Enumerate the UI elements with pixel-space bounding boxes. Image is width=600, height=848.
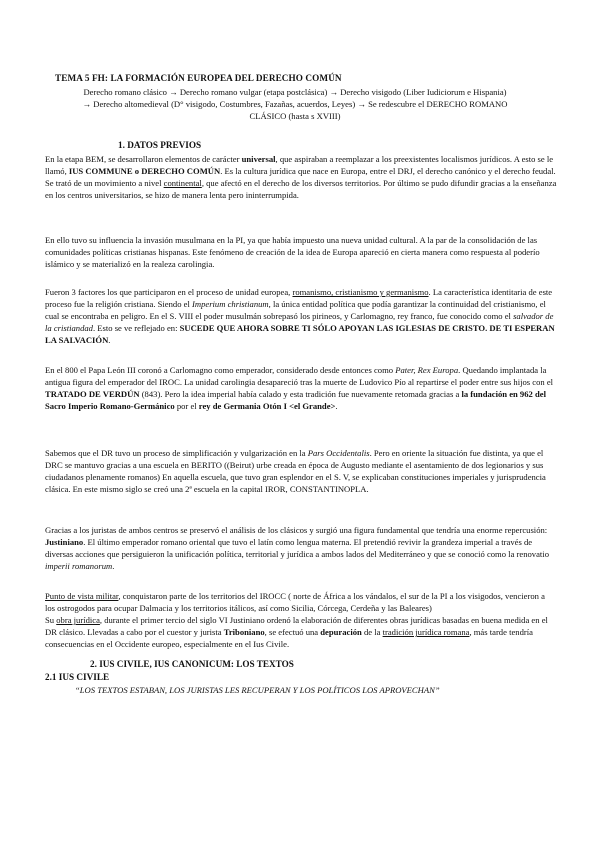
subtitle-line-3: CLÁSICO (hasta s XVIII) [249,111,341,122]
paragraph-1: En la etapa BEM, se desarrollaron elementos de carácter universal, que aspiraban a reemplazar a los preexistentes localismos jurídicos. A esto se le llamó, IUS COMMUNE o DERECHO COMÚN. Es la cultura jurídica que nace en Europa, entre el DRJ, el derecho canónico y el derecho feudal. Se trató de un movimiento a nivel continental, que afectó en el derecho de los diversos territorios. Por último se pudo difundir gracias a la enseñanza en los centros universitarios, se hizo de manera lenta pero ininterrumpida. [45,154,557,201]
subsection-heading-2-1: 2.1 IUS CIVILE [45,672,110,682]
paragraph-2: En ello tuvo su influencia la invasión musulmana en la PI, ya que había impuesto una nueva unidad cultural. A la par de la consolidación de las comunidades políticas cristianas hispanas. Este fenómeno de creación de la idea de Europa apareció en cierta manera como respuesta al poderío islámico y se materializó en la realeza carolingia. [45,235,540,270]
paragraph-3: Fueron 3 factores los que participaron en el proceso de unidad europea, romanismo, cristianismo y germanismo. La característica identitaria de este proceso fue la religión cristiana. Siendo el Imperium christianum, la única entidad política que podía garantizar la continuidad del cristianismo, el cual se encontraba en peligro. En el S. VIII el poder musulmán sobrepasó los pirineos, y Carlomagno, rey franco, fue conocido como el salvador de la cristiandad. Esto se ve reflejado en: SUCEDE QUE AHORA SOBRE TI SÓLO APOYAN LAS IGLESIAS DE CRISTO. DE TI ESPERAN LA SALVACIÓN. [45,287,555,346]
subtitle-line-2: → Derecho altomedieval (D° visigodo, Costumbres, Fazañas, acuerdos, Leyes) → Se redescubre el DERECHO ROMANO [82,99,508,110]
paragraph-4: En el 800 el Papa León III coronó a Carlomagno como emperador, considerado desde entonces como Pater, Rex Europa. Quedando implantada la antigua figura del emperador del IROC. La unidad carolingia desapareció tras la muerte de Ludovico Pío al repartirse el poder entre sus hijos con el TRATADO DE VERDÚN (843). Pero la idea imperial había calado y esta tradición fue nuevamente retomada gracias a la fundación en 962 del Sacro Imperio Romano-Germánico por el rey de Germania Otón I <el Grande>. [45,365,554,412]
quote-line: “LOS TEXTOS ESTABAN, LOS JURISTAS LES RECUPERAN Y LOS POLÍTICOS LOS APROVECHAN” [75,685,440,695]
paragraph-7: Punto de vista militar, conquistaron parte de los territorios del IROCC ( norte de África a los vándalos, el sur de la PI a los visigodos, vencieron a los ostrogodos para ocupar Dalmacia y los territorios itálicos, así como Sicilia, Córcega, Cerdeña y las Baleares) Su obra jurídica, durante el primer tercio del siglo VI Justiniano ordenó la elaboración de diferentes obras jurídicas basadas en buena medida en el DR clásico. Llevadas a cabo por el cuestor y jurista Triboniano, se efectuó una depuración de la tradición jurídica romana, más tarde tendría consecuencias en el Occidente europeo, especialmente en el Ius Civile. [45,591,548,650]
section-heading-2: 2. IUS CIVILE, IUS CANONICUM: LOS TEXTOS [90,659,294,669]
subtitle-flow [40,86,550,122]
section-heading-1: 1. DATOS PREVIOS [118,140,202,150]
subtitle-line-1: Derecho romano clásico → Derecho romano vulgar (etapa postclásica) → Derecho visigodo (Liber Iudiciorum e Hispania) [83,87,507,97]
page-title: TEMA 5 FH: LA FORMACIÓN EUROPEA DEL DERECHO COMÚN [55,73,342,83]
paragraph-6: Gracias a los juristas de ambos centros se preservó el análisis de los clásicos y surgió una figura fundamental que tendría una enorme repercusión: Justiniano. El último emperador romano oriental que tuvo el latín como lengua materna. El pretendió revivir la grandeza imperial a través de diversas acciones que persiguieron la unificación política, territorial y jurídica a ambos lados del Mediterráneo y que se conoció como la renovatio imperii romanorum. [45,525,549,572]
paragraph-5: Sabemos que el DR tuvo un proceso de simplificación y vulgarización en la Pars Occidentalis. Pero en oriente la situación fue distinta, ya que el DRC se mantuvo gracias a una escuela en BERITO ((Beirut) urbe creada en época de Augusto mediante el asentamiento de dos legionarios y sus ciudadanos plenamente romanos) En aquella escuela, que tuvo gran esplendor en el S. V, se explicaban constituciones imperiales y jurisprudencia clásica. En este mismo siglo se creó una 2ª escuela en la capital IROR, CONSTANTINOPLA. [45,448,546,495]
